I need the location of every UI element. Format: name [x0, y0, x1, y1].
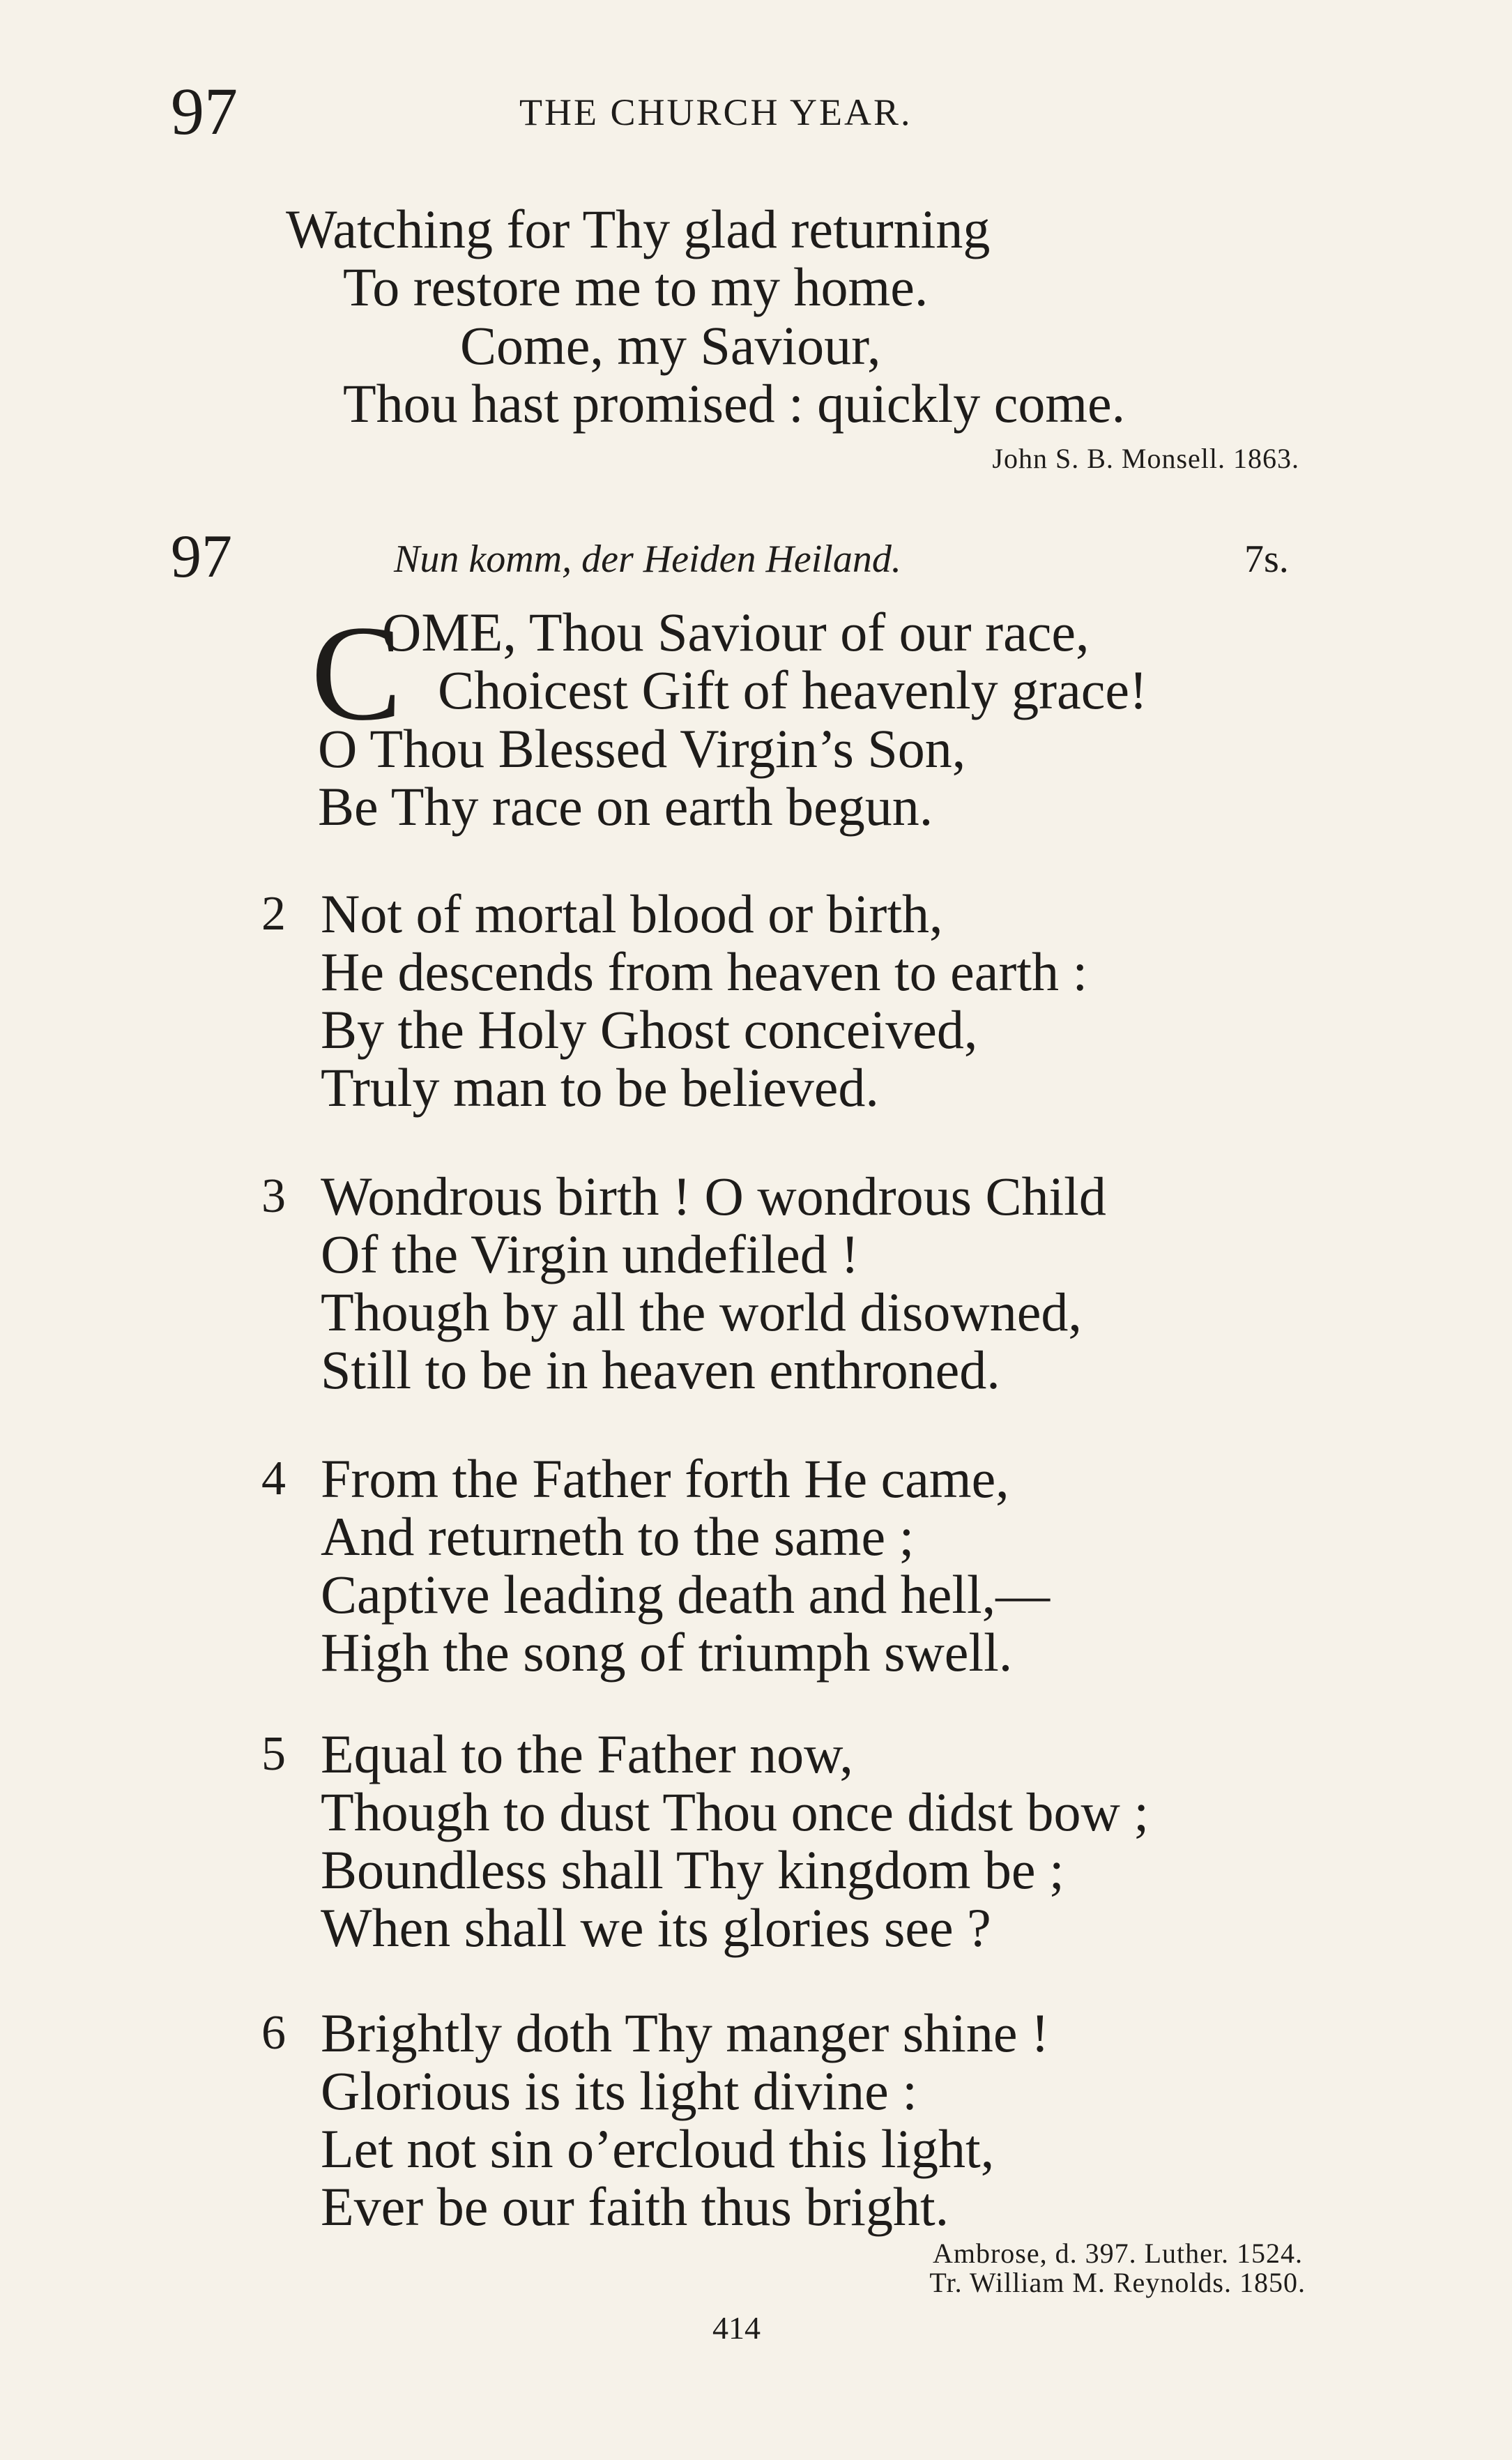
verse-line: OME, Thou Saviour of our race, — [382, 602, 1090, 662]
verse-line: Though by all the world disowned, — [321, 1282, 1082, 1342]
drop-cap: C — [311, 598, 402, 749]
verse-line: Still to be in heaven enthroned. — [321, 1339, 1000, 1400]
verse-line: Glorious is its light divine : — [321, 2060, 917, 2121]
verse-number: 2 — [261, 887, 286, 941]
verse-line: High the song of triumph swell. — [321, 1622, 1013, 1683]
running-title: THE CHURCH YEAR. — [519, 91, 912, 133]
prev-hymn-line: Thou hast promised : quickly come. — [343, 373, 1126, 434]
verse-line: Ever be our faith thus bright. — [321, 2176, 949, 2237]
verse-number: 6 — [261, 2006, 286, 2060]
verse-line: Though to dust Thou once didst bow ; — [321, 1782, 1150, 1842]
verse-line: Be Thy race on earth begun. — [318, 776, 933, 837]
prev-hymn-line: Come, my Saviour, — [460, 315, 881, 376]
verse-number: 5 — [261, 1727, 286, 1781]
prev-hymn-attribution: John S. B. Monsell. 1863. — [992, 443, 1299, 474]
prev-hymn-line: To restore me to my home. — [343, 257, 929, 317]
verse-line: Boundless shall Thy kingdom be ; — [321, 1839, 1064, 1900]
verse-line: Truly man to be believed. — [321, 1057, 879, 1118]
page-number: 414 — [712, 2310, 761, 2346]
verse-number: 3 — [261, 1169, 286, 1223]
verse-line: From the Father forth He came, — [321, 1448, 1009, 1509]
verse-line: Brightly doth Thy manger shine ! — [321, 2003, 1049, 2063]
verse-line: Equal to the Father now, — [321, 1724, 853, 1784]
verse-line: He descends from heaven to earth : — [321, 941, 1088, 1002]
verse-line: Wondrous birth ! O wondrous Child — [321, 1166, 1106, 1227]
verse-line: Choicest Gift of heavenly grace! — [438, 660, 1147, 720]
verse-line: By the Holy Ghost conceived, — [321, 999, 978, 1060]
hymn-attribution: Ambrose, d. 397. Luther. 1524. — [932, 2238, 1303, 2269]
tune-name: Nun komm, der Heiden Heiland. — [394, 538, 901, 581]
prev-hymn-line: Watching for Thy glad returning — [286, 199, 991, 259]
hymn-meter: 7s. — [1244, 538, 1289, 581]
page-header-number: 97 — [171, 74, 238, 149]
verse-line: Not of mortal blood or birth, — [321, 883, 943, 944]
hymn-attribution: Tr. William M. Reynolds. 1850. — [929, 2267, 1306, 2298]
verse-line: And returneth to the same ; — [321, 1506, 915, 1567]
verse-line: O Thou Blessed Virgin’s Son, — [318, 718, 966, 779]
verse-line: Captive leading death and hell,— — [321, 1564, 1051, 1625]
verse-line: Let not sin o’ercloud this light, — [321, 2118, 995, 2179]
verse-line: Of the Virgin undefiled ! — [321, 1224, 860, 1284]
verse-line: When shall we its glories see ? — [321, 1897, 991, 1958]
verse-number: 4 — [261, 1452, 286, 1505]
hymn-number: 97 — [171, 523, 232, 591]
